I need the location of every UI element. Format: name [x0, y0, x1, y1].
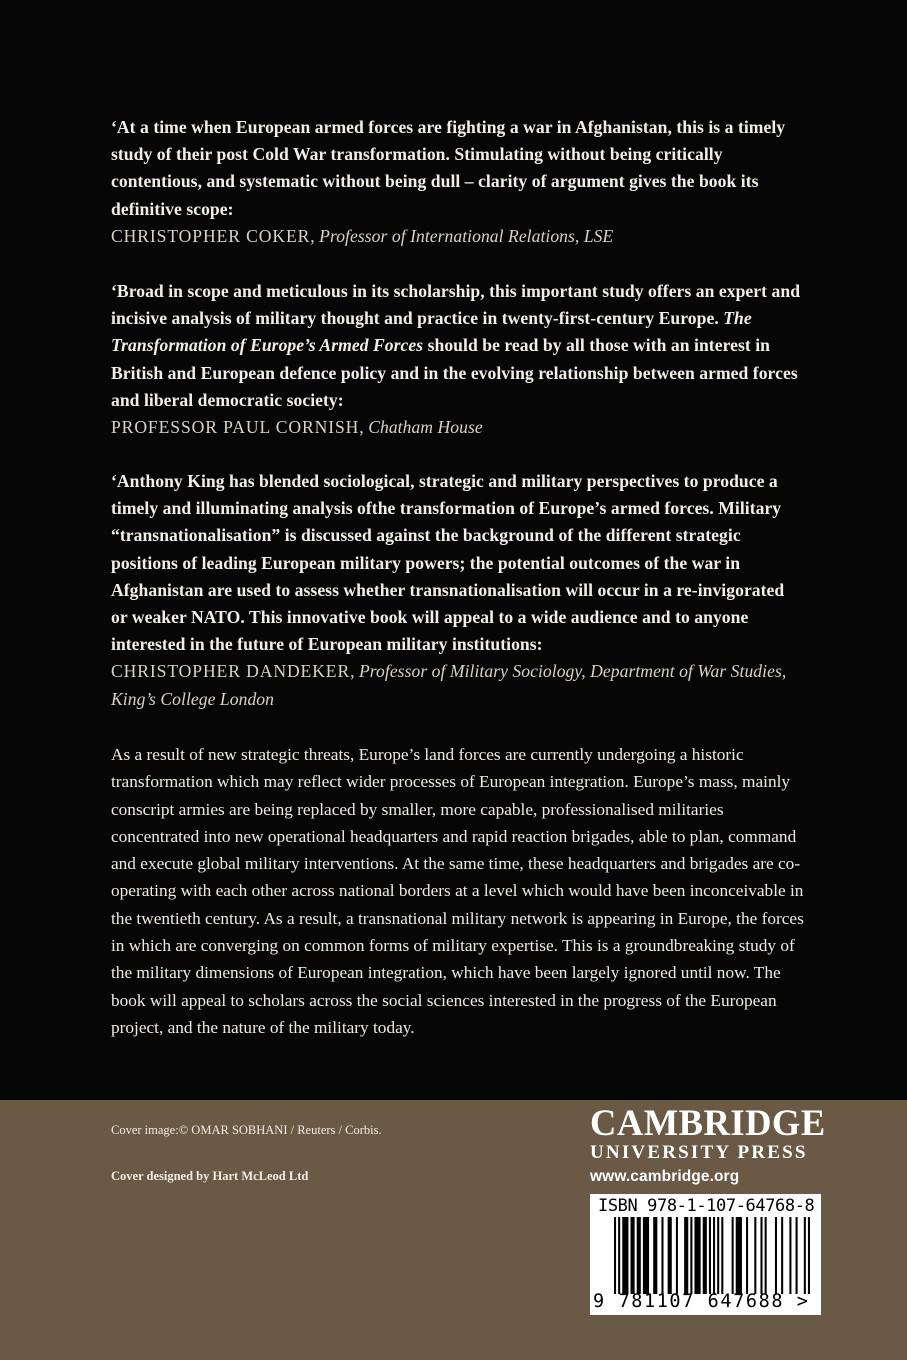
barcode-digits: 9 781107 647688 >	[593, 1291, 810, 1312]
barcode-bar	[746, 1217, 748, 1294]
barcode-bar	[653, 1217, 657, 1294]
quote-text-end: should be read by all those with an interest in British and European defence policy and in the evolving relationship between armed forces and liberal democratic society:	[111, 335, 798, 410]
barcode-bar	[808, 1217, 810, 1294]
barcode-bar	[618, 1217, 620, 1294]
isbn-barcode	[590, 1194, 821, 1315]
barcode-bar	[789, 1217, 791, 1294]
quote-attribution: PROFESSOR PAUL CORNISH, Chatham House	[111, 417, 483, 438]
barcode-bar	[631, 1217, 635, 1294]
review-quote-1	[111, 114, 801, 250]
barcode-bar	[703, 1217, 707, 1294]
barcode-bar	[668, 1217, 672, 1294]
publisher-subtitle: UNIVERSITY PRESS	[590, 1142, 808, 1163]
barcode-bar	[676, 1217, 678, 1294]
barcode-bar	[622, 1217, 628, 1294]
quote-attribution: CHRISTOPHER DANDEKER, Professor of Military Sociology, Department of War Studies, King’s College London	[111, 661, 787, 709]
publisher-name: CAMBRIDGE	[590, 1102, 826, 1143]
quote-author: CHRISTOPHER COKER	[111, 225, 311, 246]
barcode-bar	[643, 1217, 649, 1294]
review-quote-3	[111, 468, 801, 713]
barcode-bar	[661, 1217, 663, 1294]
barcode-bar	[775, 1217, 777, 1294]
barcode-bar	[690, 1217, 692, 1294]
barcode-bar	[684, 1217, 688, 1294]
publisher-url[interactable]: www.cambridge.org	[590, 1168, 740, 1185]
quote-text: ‘Anthony King has blended sociological, strategic and military perspectives to produce a timely and illuminating analysis ofthe transformation of Europe’s armed forces. Military “transnationalisation” is discussed against the background of the different strategic positions of leading European military powers; the potential outcomes of the war in Afghanistan are used to assess whether transnationalisation will occur in a re-invigorated or weaker NATO. This innovative book will appeal to a wide audience and to anyone interested in the future of European military institutions:	[111, 471, 785, 655]
barcode-bar	[736, 1217, 742, 1294]
barcode-bars	[614, 1217, 810, 1294]
quote-attribution: CHRISTOPHER COKER, Professor of International Relations, LSE	[111, 225, 614, 246]
isbn-label: ISBN 978-1-107-64768-8	[598, 1196, 815, 1216]
barcode-bar	[732, 1217, 734, 1294]
book-description: As a result of new strategic threats, Europe’s land forces are currently undergoing a historic transformation which may reflect wider processes of European integration. Europe’s mass, mainly conscript armies are being replaced by smaller, more capable, professionalised militaries concentrated into new operational headquarters and rapid reaction brigades, able to plan, command and execute global military interventions. At the same time, these headquarters and brigades are co-operating with each other across national borders at a level which would have been inconceivable in the twentieth century. As a result, a transnational military network is appearing in Europe, the forces in which are converging on common forms of military expertise. This is a groundbreaking study of the military dimensions of European integration, which have been largely ignored until now. The book will appeal to scholars across the social sciences interested in the progress of the European project, and the nature of the military today.	[111, 745, 804, 1037]
quote-affiliation: Professor of International Relations, LSE	[319, 225, 614, 246]
cover-image-credit: Cover image:© OMAR SOBHANI / Reuters / Corbis.	[111, 1123, 382, 1137]
book-title: The Transformation of Europe’s Armed Forces	[111, 308, 752, 356]
barcode-bar	[754, 1217, 756, 1294]
barcode-bar	[765, 1217, 767, 1294]
quote-text-start: ‘Broad in scope and meticulous in its scholarship, this important study offers an expert and incisive analysis of military thought and practice in twenty-first-century Europe.	[111, 281, 801, 329]
barcode-bar	[760, 1217, 762, 1294]
quote-author: PROFESSOR PAUL CORNISH	[111, 417, 360, 438]
barcode-bar	[804, 1217, 806, 1294]
quote-text: ‘At a time when European armed forces are fighting a war in Afghanistan, this is a timely study of their post Cold War transformation. Stimulating without being critically contentious, and systematic without being dull – clarity of argument gives the book its definitive scope:	[111, 117, 786, 219]
quote-author: CHRISTOPHER DANDEKER	[111, 661, 351, 682]
barcode-bar	[694, 1217, 700, 1294]
quote-affiliation: Professor of Military Sociology, Department of War Studies, King’s College London	[111, 661, 787, 709]
publisher-logo	[590, 1102, 826, 1186]
barcode-bar	[637, 1217, 641, 1294]
barcode-bar	[781, 1217, 783, 1294]
quote-affiliation: Chatham House	[368, 417, 483, 438]
barcode-bar	[709, 1217, 711, 1294]
barcode-bar	[717, 1217, 719, 1294]
barcode-bar	[721, 1217, 723, 1294]
barcode-bar	[614, 1217, 616, 1294]
barcode-bar	[796, 1217, 798, 1294]
review-quote-2	[111, 278, 801, 441]
barcode-bar	[713, 1217, 715, 1294]
cover-design-credit: Cover designed by Hart McLeod Ltd	[111, 1169, 309, 1183]
